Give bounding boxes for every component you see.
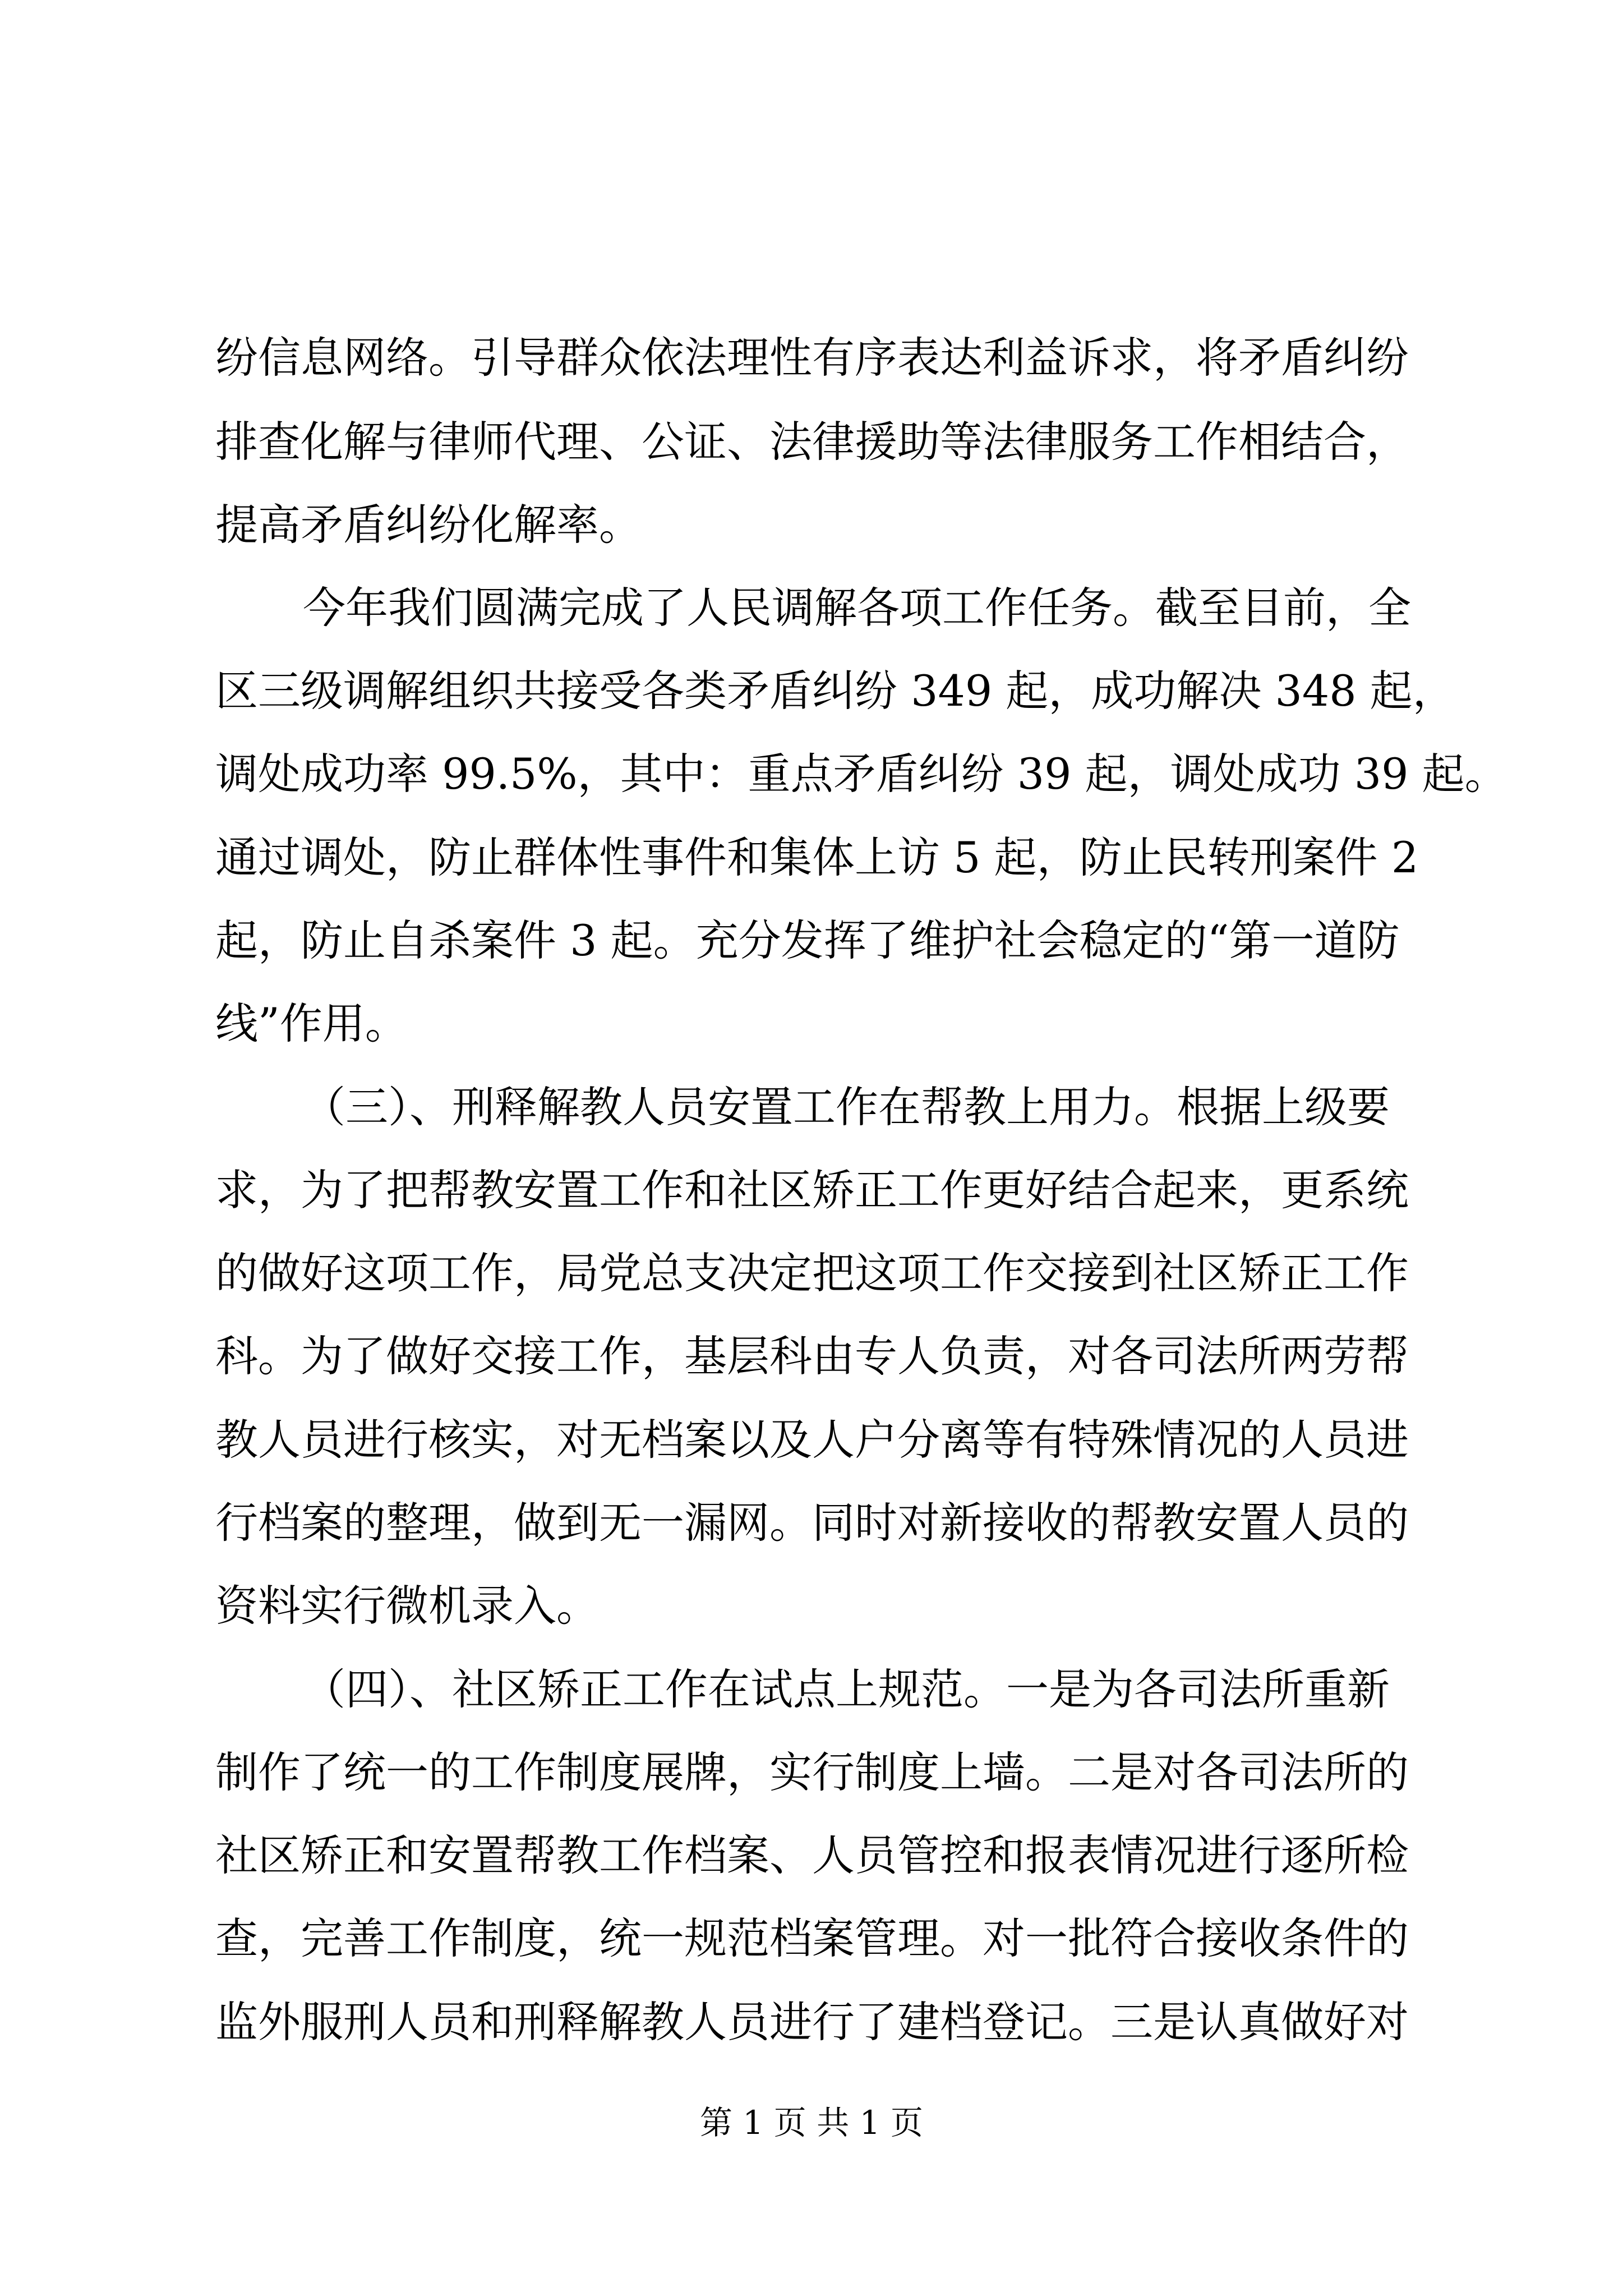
- text-line: 社区矫正和安置帮教工作档案、人员管控和报表情况进行逐所检: [215, 1830, 1409, 1880]
- text-line: 科。为了做好交接工作，基层科由专人负责，对各司法所两劳帮: [215, 1331, 1409, 1381]
- text-line: 纷信息网络。引导群众依法理性有序表达利益诉求，将矛盾纠纷: [215, 333, 1409, 383]
- text-line: 教人员进行核实，对无档案以及人户分离等有特殊情况的人员进: [215, 1415, 1409, 1465]
- text-line: 制作了统一的工作制度展牌，实行制度上墙。二是对各司法所的: [215, 1747, 1409, 1797]
- text-line: 起，防止自杀案件 3 起。充分发挥了维护社会稳定的“第一道防: [215, 915, 1400, 965]
- text-line: 线”作用。: [215, 999, 408, 1048]
- page-footer: 第 1 页 共 1 页: [700, 2104, 923, 2142]
- text-line: 查，完善工作制度，统一规范档案管理。对一批符合接收条件的: [215, 1913, 1409, 1963]
- paragraph-first-line: 今年我们圆满完成了人民调解各项工作任务。截至目前，全: [303, 583, 1411, 633]
- text-line: 行档案的整理，做到无一漏网。同时对新接收的帮教安置人员的: [215, 1498, 1409, 1548]
- text-line: 的做好这项工作，局党总支决定把这项工作交接到社区矫正工作: [215, 1248, 1409, 1298]
- text-line: 提高矛盾纠纷化解率。: [215, 500, 642, 550]
- text-line: 区三级调解组织共接受各类矛盾纠纷 349 起，成功解决 348 起，: [215, 666, 1455, 716]
- text-line: 排查化解与律师代理、公证、法律援助等法律服务工作相结合，: [215, 417, 1409, 467]
- paragraph-first-line: （四）、社区矫正工作在试点上规范。一是为各司法所重新: [303, 1664, 1390, 1714]
- text-line: 监外服刑人员和刑释解教人员进行了建档登记。三是认真做好对: [215, 1997, 1409, 2047]
- text-line: 求，为了把帮教安置工作和社区矫正工作更好结合起来，更系统: [215, 1165, 1409, 1215]
- text-line: 调处成功率 99.5%，其中：重点矛盾纠纷 39 起，调处成功 39 起。: [215, 749, 1507, 799]
- text-line: 通过调处，防止群体性事件和集体上访 5 起，防止民转刑案件 2: [215, 832, 1419, 882]
- paragraph-first-line: （三）、刑释解教人员安置工作在帮教上用力。根据上级要: [303, 1082, 1390, 1132]
- text-line: 资料实行微机录入。: [215, 1581, 599, 1631]
